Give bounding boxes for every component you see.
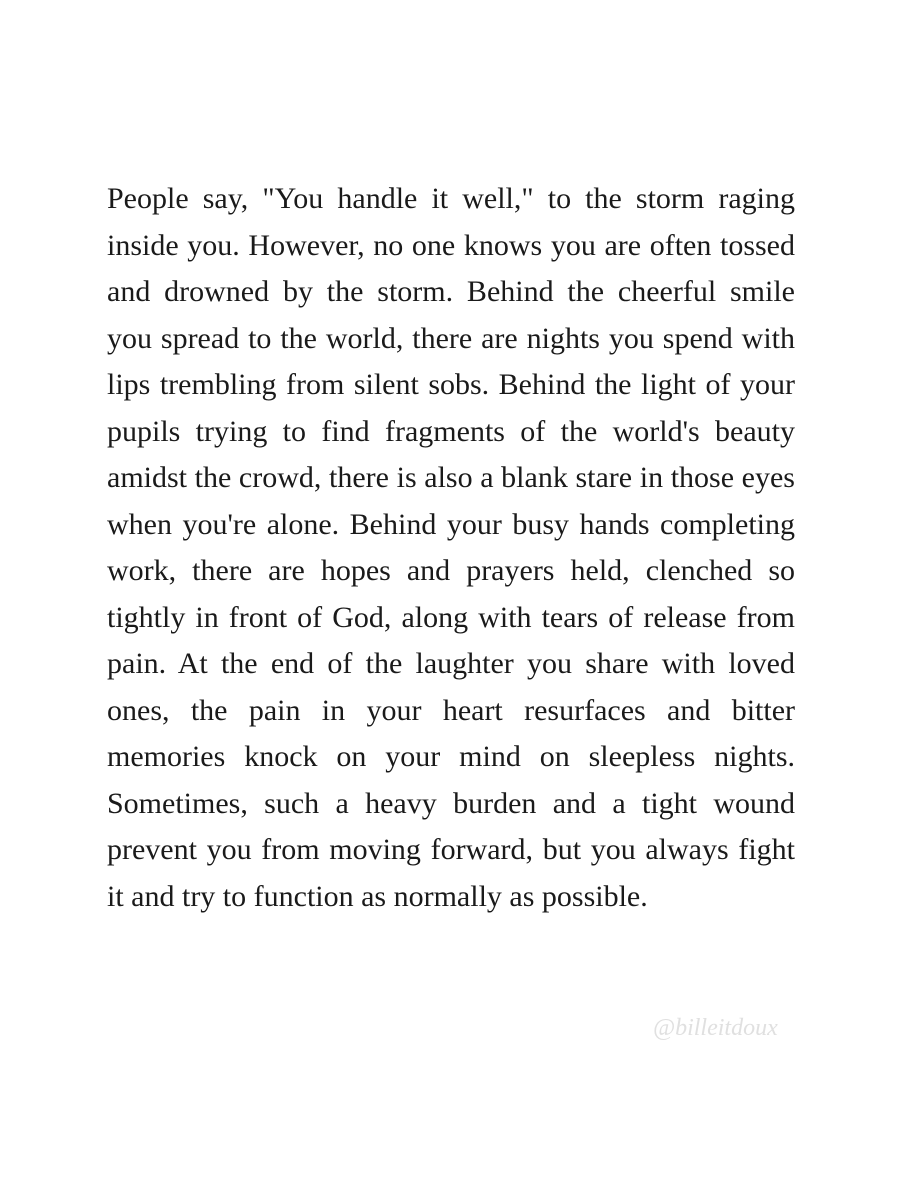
watermark-handle: @billeitdoux [653, 1015, 778, 1041]
body-paragraph: People say, "You handle it well," to the storm raging inside you. However, no one knows you are often tossed and drowned by the storm. Behind the cheerful smile you spread to the world, there are nights you spend with lips trembling from silent sobs. Behind the light of your pupils trying to find fragments of the world's beauty amidst the crowd, there is also a blank stare in those eyes when you're alone. Behind your busy hands completing work, there are hopes and prayers held, clenched so tightly in front of God, along with tears of release from pain. At the end of the laughter you share with loved ones, the pain in your heart resurfaces and bitter memories knock on your mind on sleepless nights. Sometimes, such a heavy burden and a tight wound prevent you from moving forward, but you always fight it and try to function as normally as possible. [107, 182, 795, 913]
